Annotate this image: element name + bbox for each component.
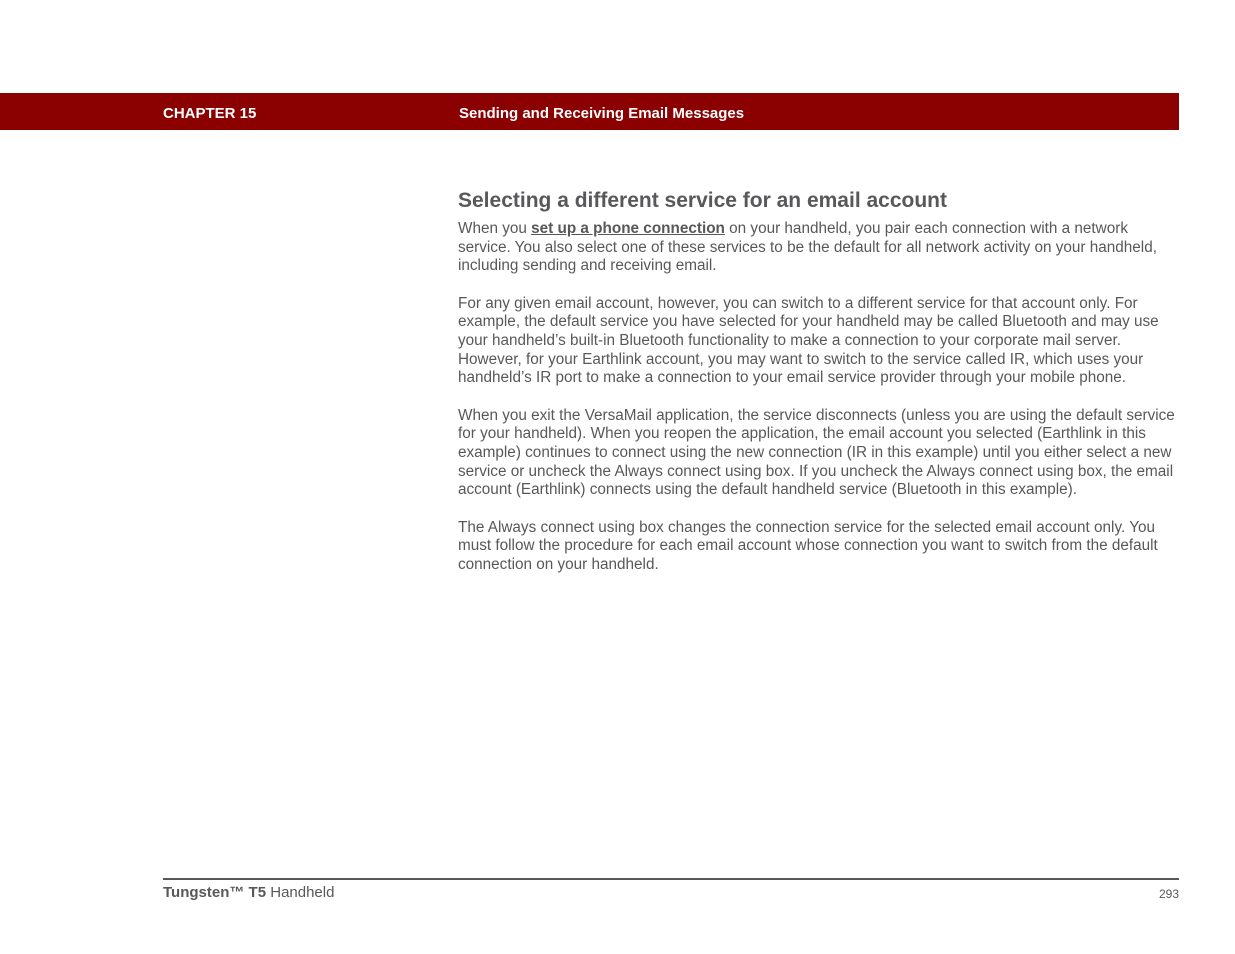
intro-paragraph bbox=[458, 220, 1178, 276]
section-heading: Selecting a different service for an email account bbox=[458, 189, 947, 212]
intro-text-end: on your handheld, you pair each connection with a network service. You also select one of these services to be the default for all network activity on your handheld, including sending and receiving email. bbox=[458, 220, 1157, 275]
page-number: 293 bbox=[1158, 887, 1179, 901]
footer-product-name bbox=[163, 884, 334, 901]
phone-connection-link[interactable]: set up a phone connection bbox=[531, 220, 725, 237]
main-content bbox=[458, 188, 1178, 593]
footer-divider bbox=[163, 878, 1179, 880]
product-model: Tungsten™ T5 bbox=[163, 884, 267, 901]
body-paragraph: The Always connect using box changes the connection service for the selected email account only. You must follow the procedure for each email account whose connection you want to switch from the default connection on your handheld. bbox=[458, 518, 1158, 574]
chapter-title: Sending and Receiving Email Messages bbox=[459, 105, 745, 122]
body-paragraph: When you exit the VersaMail application, the service disconnects (unless you are using the default service for your handheld). When you reopen the application, the email account you selected (Earthlink in this example) continues to connect using the new connection (IR in this example) until you either select a new service or uncheck the Always connect using box. If you uncheck the Always connect using box, the email account (Earthlink) connects using the default handheld service (Bluetooth in this example). bbox=[458, 406, 1175, 499]
body-paragraph: For any given email account, however, you can switch to a different service for that account only. For example, the default service you have selected for your handheld may be called Bluetooth and may use your handheld’s built-in Bluetooth functionality to make a connection to your corporate mail server. However, for your Earthlink account, you may want to switch to the service called IR, which uses your handheld’s IR port to make a connection to your email service provider through your mobile phone. bbox=[458, 294, 1159, 387]
intro-text-start: When you bbox=[458, 220, 532, 237]
chapter-number: CHAPTER 15 bbox=[163, 105, 257, 122]
product-type: Handheld bbox=[266, 884, 335, 901]
